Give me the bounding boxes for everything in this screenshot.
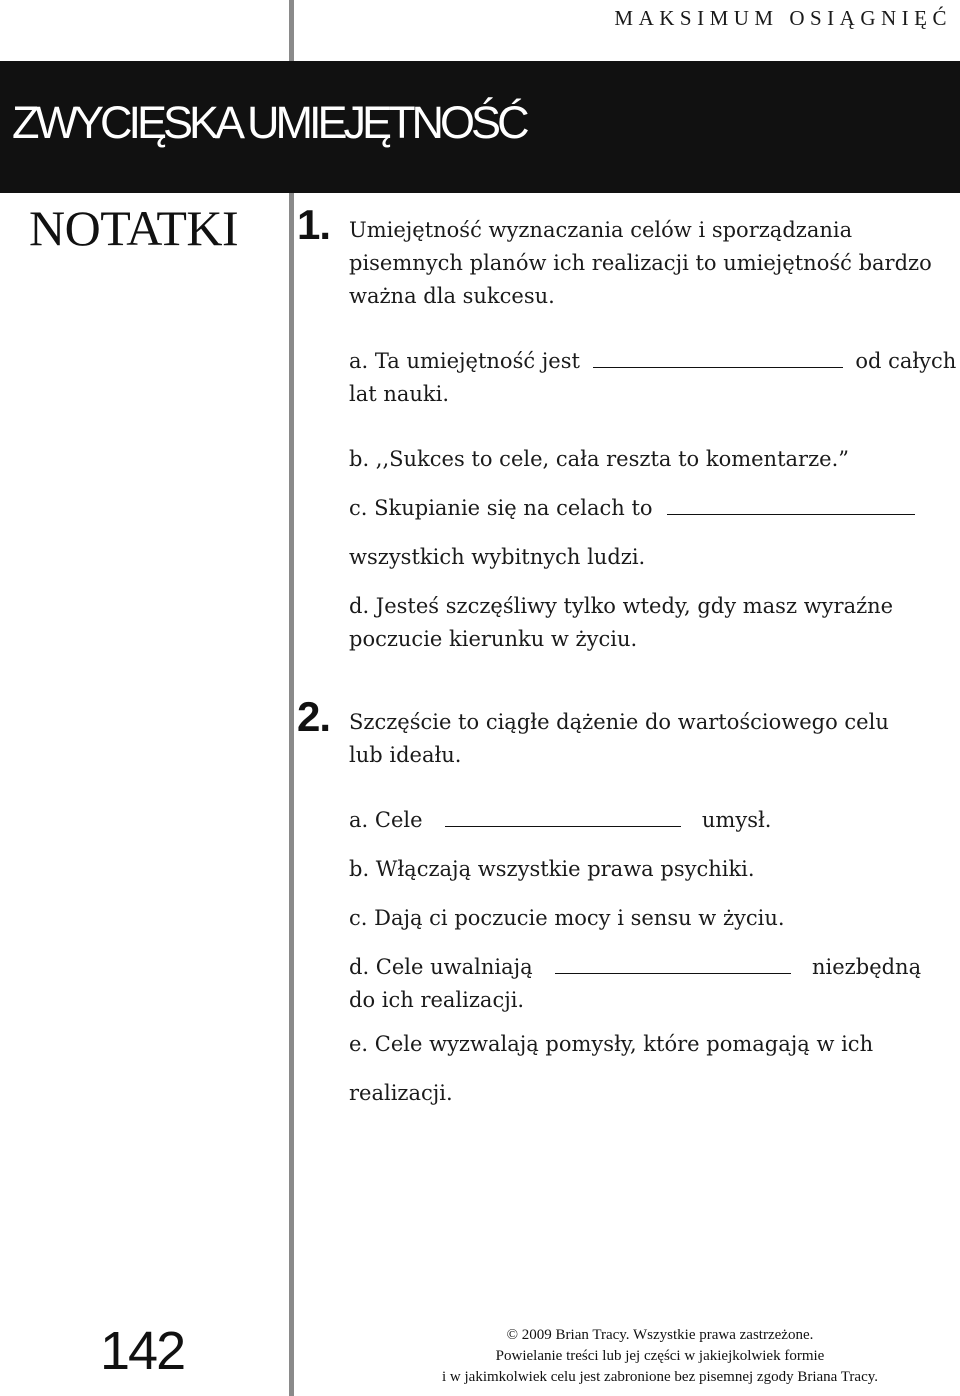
- item-1b: b. ,,Sukces to cele, cała reszta to komentarze.”: [349, 447, 849, 471]
- page-number: 142: [100, 1321, 185, 1381]
- item-2c: c. Dają ci poczucie mocy i sensu w życiu.: [349, 906, 785, 930]
- section-2-number: 2.: [297, 693, 331, 740]
- chapter-banner: [0, 61, 960, 193]
- item-1a-text-after: od całych: [855, 349, 957, 373]
- fill-in-blank[interactable]: [555, 972, 791, 974]
- section-2-intro-line-2: lub ideału.: [349, 743, 462, 767]
- item-2d-line-2: do ich realizacji.: [349, 988, 525, 1012]
- item-1c: [349, 492, 915, 525]
- running-header: MAKSIMUM OSIĄGNIĘĆ: [614, 6, 952, 30]
- item-2d: [349, 951, 921, 984]
- item-2d-text: d. Cele uwalniają: [349, 955, 533, 979]
- notes-label: NOTATKI: [29, 200, 239, 256]
- chapter-title: ZWYCIĘSKA UMIEJĘTNOŚĆ: [12, 97, 526, 148]
- fill-in-blank[interactable]: [667, 513, 915, 515]
- copyright-notice-line-3: i w jakimkolwiek celu jest zabronione bez pisemnej zgody Briana Tracy.: [442, 1369, 878, 1385]
- item-1a-text: a. Ta umiejętność jest: [349, 349, 580, 373]
- section-1-intro-line-2: pisemnych planów ich realizacji to umiejętność bardzo: [349, 251, 932, 275]
- item-2b: b. Włączają wszystkie prawa psychiki.: [349, 857, 755, 881]
- section-1-number: 1.: [297, 201, 331, 248]
- item-1d-line-2: poczucie kierunku w życiu.: [349, 627, 638, 651]
- item-2e-line-1: e. Cele wyzwalają pomysły, które pomagają w ich: [349, 1032, 874, 1056]
- copyright-line: © 2009 Brian Tracy. Wszystkie prawa zastrzeżone.: [506, 1327, 814, 1343]
- item-1a-line-2: lat nauki.: [349, 382, 450, 406]
- copyright-notice-line-2: Powielanie treści lub jej części w jakiejkolwiek formie: [495, 1348, 825, 1364]
- item-1d-line-1: d. Jesteś szczęśliwy tylko wtedy, gdy masz wyraźne: [349, 594, 894, 618]
- fill-in-blank[interactable]: [445, 825, 681, 827]
- item-1c-text: c. Skupianie się na celach to: [349, 496, 653, 520]
- item-2a-text: a. Cele: [349, 808, 423, 832]
- section-1-intro-line-1: Umiejętność wyznaczania celów i sporządzania: [349, 218, 853, 242]
- item-1c-line-2: wszystkich wybitnych ludzi.: [349, 545, 646, 569]
- section-1-intro-line-3: ważna dla sukcesu.: [349, 284, 555, 308]
- item-2a-text-after: umysł.: [701, 808, 772, 832]
- section-2-intro-line-1: Szczęście to ciągłe dążenie do wartościowego celu: [349, 710, 889, 734]
- item-2e-line-2: realizacji.: [349, 1081, 453, 1105]
- item-2d-text-after: niezbędną: [812, 955, 922, 979]
- item-2a: [349, 804, 771, 837]
- vertical-divider: [289, 0, 294, 1396]
- item-1a: [349, 345, 956, 378]
- fill-in-blank[interactable]: [593, 366, 843, 368]
